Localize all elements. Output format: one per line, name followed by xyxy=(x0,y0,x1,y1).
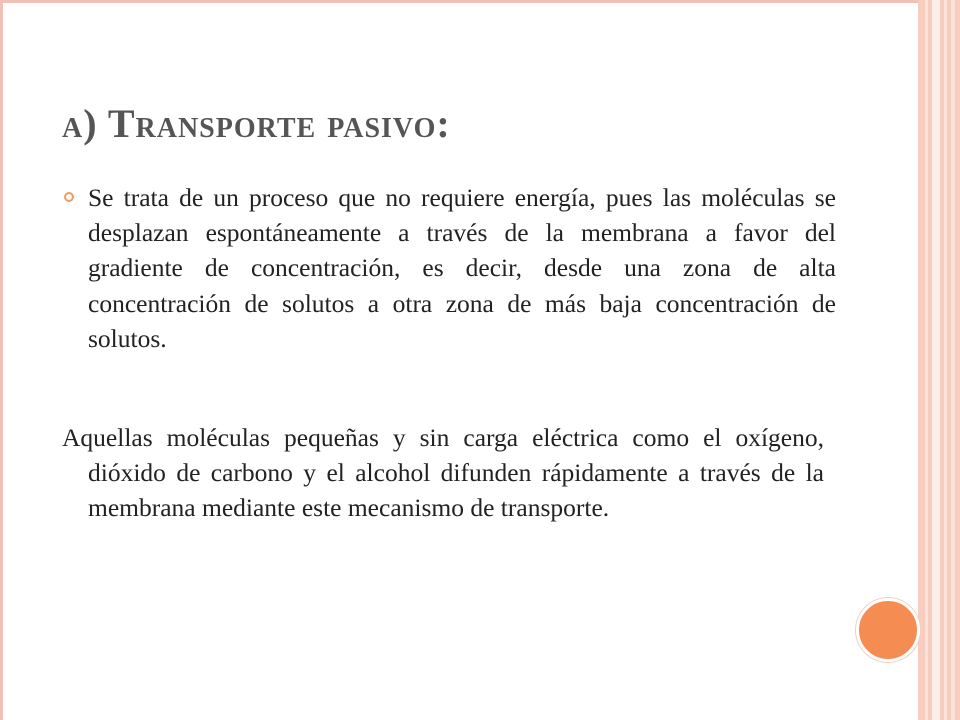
decorative-stripe xyxy=(925,0,928,720)
decorative-stripe xyxy=(932,0,940,720)
decorative-circle xyxy=(856,598,920,662)
bullet-circle-icon xyxy=(64,192,74,202)
body-paragraph: Aquellas moléculas pequeñas y sin carga eléctrica como el oxígeno, dióxido de carbono y el alcohol difunden rápidamente a través de la membrana mediante este mecanismo de transporte. xyxy=(62,423,824,523)
bullet-item xyxy=(64,180,836,356)
bullet-list xyxy=(64,180,836,356)
slide-title: a) Transporte pasivo: xyxy=(62,101,451,146)
decorative-stripe xyxy=(944,0,947,720)
decorative-stripe xyxy=(951,0,955,720)
bullet-text: Se trata de un proceso que no requiere energía, pues las moléculas se desplazan espontáneamente a través de la membrana a favor del gradiente de concentración, es decir, desde una zona de alta concentración de solutos a otra zona de más baja concentración de solutos. xyxy=(88,183,836,353)
